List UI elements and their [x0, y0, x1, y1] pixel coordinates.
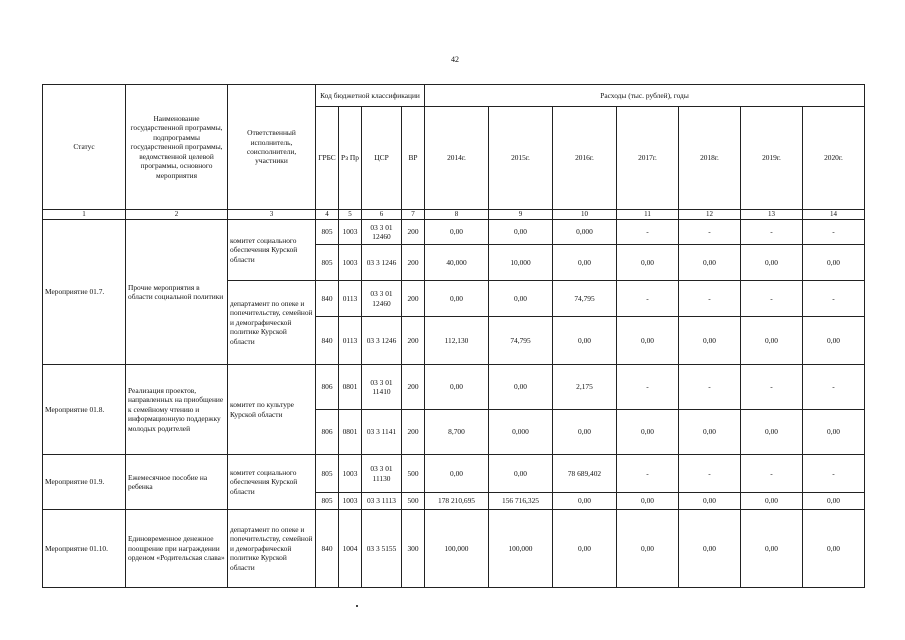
- expense-cell: 0,00: [679, 493, 741, 510]
- expense-cell: -: [803, 455, 865, 493]
- grbs-cell: 840: [316, 510, 339, 588]
- expense-cell: 0,00: [553, 410, 617, 455]
- csr-cell: 03 3 5155: [362, 510, 402, 588]
- expense-cell: 100,000: [425, 510, 489, 588]
- expense-cell: 0,00: [803, 510, 865, 588]
- executor-cell: департамент по опеке и попечительству, семейной и демографической политике Курской области: [228, 281, 316, 365]
- expense-cell: 0,00: [489, 220, 553, 245]
- column-number: 4: [316, 210, 339, 220]
- expense-cell: 0,00: [489, 365, 553, 410]
- expense-cell: 112,130: [425, 317, 489, 365]
- expense-cell: 74,795: [553, 281, 617, 317]
- expense-cell: 0,00: [679, 510, 741, 588]
- expense-cell: 0,00: [803, 493, 865, 510]
- csr-cell: 03 3 01 11410: [362, 365, 402, 410]
- vr-cell: 200: [402, 245, 425, 281]
- column-number: 1: [43, 210, 126, 220]
- expense-cell: 8,700: [425, 410, 489, 455]
- rzpr-cell: 0113: [339, 281, 362, 317]
- expense-cell: 0,00: [741, 493, 803, 510]
- column-number: 8: [425, 210, 489, 220]
- event-name-cell: Единовременное денежное поощрение при награждении орденом «Родительская слава»: [126, 510, 228, 588]
- grbs-cell: 840: [316, 317, 339, 365]
- table-header: [43, 85, 865, 220]
- column-number: 5: [339, 210, 362, 220]
- expense-cell: -: [741, 455, 803, 493]
- header-status: Статус: [43, 85, 126, 210]
- rzpr-cell: 0801: [339, 365, 362, 410]
- vr-cell: 200: [402, 365, 425, 410]
- expense-cell: 40,000: [425, 245, 489, 281]
- expense-cell: -: [617, 281, 679, 317]
- expense-cell: 0,00: [425, 455, 489, 493]
- expense-cell: -: [679, 365, 741, 410]
- csr-cell: 03 3 1246: [362, 317, 402, 365]
- expense-cell: 0,00: [617, 493, 679, 510]
- grbs-cell: 805: [316, 245, 339, 281]
- budget-table: [42, 84, 865, 588]
- expense-cell: 156 716,325: [489, 493, 553, 510]
- executor-cell: комитет по культуре Курской области: [228, 365, 316, 455]
- event-name-cell: Ежемесячное пособие на ребенка: [126, 455, 228, 510]
- column-number: 6: [362, 210, 402, 220]
- expense-cell: 78 689,402: [553, 455, 617, 493]
- expense-cell: 0,000: [489, 410, 553, 455]
- event-name-cell: Реализация проектов, направленных на приобщение к семейному чтению и информационную поддержку молодых родителей: [126, 365, 228, 455]
- column-number: 7: [402, 210, 425, 220]
- column-number: 11: [617, 210, 679, 220]
- rzpr-cell: 1004: [339, 510, 362, 588]
- rzpr-cell: 1003: [339, 455, 362, 493]
- rzpr-cell: 0113: [339, 317, 362, 365]
- expense-cell: -: [679, 220, 741, 245]
- header-year: 2014г.: [425, 107, 489, 210]
- expense-cell: 74,795: [489, 317, 553, 365]
- header-name: Наименование государственной программы, подпрограммы государственной программы, ведомственной целевой программы, основного мероприятия: [126, 85, 228, 210]
- header-expenses: Расходы (тыс. рублей), годы: [425, 85, 865, 107]
- grbs-cell: 805: [316, 493, 339, 510]
- column-number: 3: [228, 210, 316, 220]
- grbs-cell: 805: [316, 220, 339, 245]
- header-year: 2017г.: [617, 107, 679, 210]
- table-row: [43, 455, 865, 493]
- expense-cell: -: [741, 281, 803, 317]
- expense-cell: 0,00: [679, 410, 741, 455]
- expense-cell: 100,000: [489, 510, 553, 588]
- expense-cell: 0,00: [489, 455, 553, 493]
- scan-speck: [356, 605, 358, 607]
- vr-cell: 300: [402, 510, 425, 588]
- expense-cell: 178 210,695: [425, 493, 489, 510]
- csr-cell: 03 3 1246: [362, 245, 402, 281]
- grbs-cell: 805: [316, 455, 339, 493]
- expense-cell: 0,00: [553, 317, 617, 365]
- expense-cell: 0,00: [489, 281, 553, 317]
- expense-cell: 0,00: [617, 317, 679, 365]
- header-budget-code: Код бюджетной классификации: [316, 85, 425, 107]
- expense-cell: -: [803, 281, 865, 317]
- expense-cell: -: [617, 455, 679, 493]
- expense-cell: 0,00: [679, 245, 741, 281]
- expense-cell: -: [617, 220, 679, 245]
- status-cell: Мероприятие 01.10.: [43, 510, 126, 588]
- vr-cell: 200: [402, 281, 425, 317]
- event-name-cell: Прочие мероприятия в области социальной политики: [126, 220, 228, 365]
- expense-cell: 0,00: [425, 365, 489, 410]
- column-number: 2: [126, 210, 228, 220]
- vr-cell: 200: [402, 220, 425, 245]
- rzpr-cell: 1003: [339, 220, 362, 245]
- csr-cell: 03 3 01 11130: [362, 455, 402, 493]
- page-number: 42: [451, 55, 459, 64]
- vr-cell: 200: [402, 410, 425, 455]
- rzpr-cell: 1003: [339, 245, 362, 281]
- expense-cell: 0,00: [741, 317, 803, 365]
- expense-cell: 0,00: [553, 510, 617, 588]
- expense-cell: 0,00: [741, 510, 803, 588]
- column-number-row: [43, 210, 865, 220]
- rzpr-cell: 1003: [339, 493, 362, 510]
- header-year: 2020г.: [803, 107, 865, 210]
- expense-cell: -: [741, 365, 803, 410]
- header-year: 2019г.: [741, 107, 803, 210]
- vr-cell: 500: [402, 493, 425, 510]
- expense-cell: 10,000: [489, 245, 553, 281]
- expense-cell: 0,00: [425, 220, 489, 245]
- table-row: [43, 510, 865, 588]
- expense-cell: 0,00: [803, 245, 865, 281]
- expense-cell: 0,00: [553, 493, 617, 510]
- expense-cell: 0,00: [741, 245, 803, 281]
- grbs-cell: 806: [316, 410, 339, 455]
- header-year: 2015г.: [489, 107, 553, 210]
- expense-cell: -: [803, 365, 865, 410]
- table-row: [43, 220, 865, 245]
- expense-cell: 0,00: [679, 317, 741, 365]
- header-year: 2016г.: [553, 107, 617, 210]
- expense-cell: 0,00: [425, 281, 489, 317]
- executor-cell: департамент по опеке и попечительству, семейной и демографической политике Курской области: [228, 510, 316, 588]
- grbs-cell: 840: [316, 281, 339, 317]
- expense-cell: 0,00: [617, 410, 679, 455]
- expense-cell: 0,000: [553, 220, 617, 245]
- csr-cell: 03 3 1141: [362, 410, 402, 455]
- csr-cell: 03 3 01 12460: [362, 281, 402, 317]
- status-cell: Мероприятие 01.9.: [43, 455, 126, 510]
- table-row: [43, 365, 865, 410]
- expense-cell: -: [803, 220, 865, 245]
- table-body: [43, 220, 865, 588]
- expense-cell: 0,00: [741, 410, 803, 455]
- column-number: 10: [553, 210, 617, 220]
- rzpr-cell: 0801: [339, 410, 362, 455]
- header-year: 2018г.: [679, 107, 741, 210]
- expense-cell: 0,00: [803, 317, 865, 365]
- header-vr: ВР: [402, 107, 425, 210]
- csr-cell: 03 3 01 12460: [362, 220, 402, 245]
- executor-cell: комитет социального обеспечения Курской области: [228, 455, 316, 510]
- expense-cell: 0,00: [803, 410, 865, 455]
- vr-cell: 500: [402, 455, 425, 493]
- status-cell: Мероприятие 01.8.: [43, 365, 126, 455]
- expense-cell: 0,00: [617, 245, 679, 281]
- expense-cell: -: [741, 220, 803, 245]
- grbs-cell: 806: [316, 365, 339, 410]
- expense-cell: 0,00: [617, 510, 679, 588]
- column-number: 13: [741, 210, 803, 220]
- executor-cell: комитет социального обеспечения Курской области: [228, 220, 316, 281]
- status-cell: Мероприятие 01.7.: [43, 220, 126, 365]
- expense-cell: -: [617, 365, 679, 410]
- expense-cell: -: [679, 281, 741, 317]
- expense-cell: 0,00: [553, 245, 617, 281]
- column-number: 14: [803, 210, 865, 220]
- vr-cell: 200: [402, 317, 425, 365]
- csr-cell: 03 3 1113: [362, 493, 402, 510]
- column-number: 9: [489, 210, 553, 220]
- expense-cell: -: [679, 455, 741, 493]
- expense-cell: 2,175: [553, 365, 617, 410]
- header-grbs: ГРБС: [316, 107, 339, 210]
- header-rzpr: Рз Пр: [339, 107, 362, 210]
- header-responsible: Ответственный исполнитель, соисполнители, участники: [228, 85, 316, 210]
- column-number: 12: [679, 210, 741, 220]
- header-csr: ЦСР: [362, 107, 402, 210]
